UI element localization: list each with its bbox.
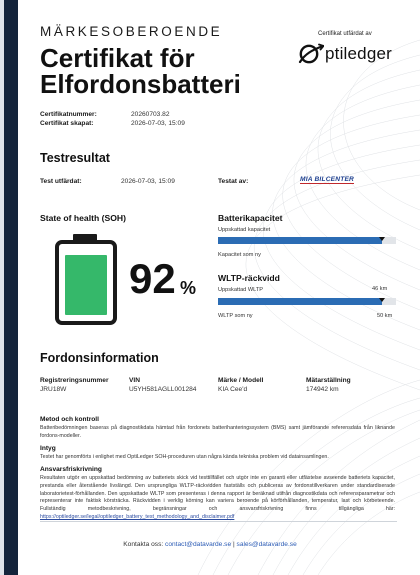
capacity-new-label: Kapacitet som ny [218,252,261,258]
method-text: Batteribedömningen baseras på diagnostikdata hämtad från fordonets batterihanteringssystem (BMS) samt jämförande referensdata från liknande fordons-modeller. [40,425,395,439]
range-new-label: WLTP som ny [218,313,253,319]
reg-number-label: Registreringsnummer [40,377,109,384]
certificate-number-value: 20260703.82 [131,111,170,118]
capacity-estimated-label: Uppskattad kapacitet [218,227,271,233]
odometer-value: 174942 km [306,386,339,393]
workshop-logo: MIA BILCENTER [300,176,355,183]
disclaimer-link[interactable]: https://optiledger.se/legal/optiledger_battery_test_methodology_and_disclaimer.pdf [40,513,235,520]
contact-line [0,541,420,548]
title-line-1: Certifikat för [40,43,195,73]
decorative-sidebar [4,0,18,575]
range-heading: WLTP-räckvidd [218,273,280,283]
optiledger-logo [298,42,392,66]
capacity-bar [218,237,396,244]
vin-label: VIN [129,377,140,384]
capacity-bar-fill [218,237,382,244]
footer-divider [40,521,397,522]
disclaimer-body: Resultaten utgör en uppskattad bedömning av batteriets skick vid testtillfället och utgör inte en garanti eller utfästelse avseende batteriets kapacitet, prestanda eller återstående livslängd. Den ursprungliga WLTP-räckvidden fastställs och publiceras av fordonstillverkaren under standardiserade laboratorietest-förhållanden. Den uppskattade WLTP som presenteras i denna rapport är beräknad utifrån diagnostikdata och referensparametrar och representerar inte faktisk körsträcka. Räckvidden i verklig körning kan variera beroende på körförhållanden, temperatur, last och körbeteende. Fullständig metodbeskrivning, begränsningar och ansvarsfriskrivning finns tillgängliga här: [40,475,395,513]
vin-value: U5YH581AGLL001284 [129,386,197,393]
range-bar [218,298,396,305]
document-title [40,45,280,97]
odometer-label: Mätarställning [306,377,351,384]
soh-value: 92 [129,255,176,302]
battery-level-fill [65,255,107,315]
integrity-heading: Intyg [40,445,56,452]
sales-email-link[interactable]: sales@datavarde.se [236,541,297,548]
certificate-created-value: 2026-07-03, 15:09 [131,120,185,127]
disclaimer-heading: Ansvarsfriskrivning [40,466,102,473]
make-model-label: Märke / Modell [218,377,264,384]
tested-by-label: Testat av: [218,178,249,185]
method-heading: Metod och kontroll [40,416,99,423]
test-performed-value: 2026-07-03, 15:09 [121,178,175,185]
certificate-number-label: Certifikatnummer: [40,111,97,118]
soh-heading: State of health (SOH) [40,213,126,223]
contact-prefix: Kontakta oss: [123,541,164,548]
certificate-created-label: Certifikat skapat: [40,120,94,127]
reg-number-value: JRU18W [40,386,67,393]
integrity-text: Testet har genomförts i enlighet med OptiLedger SOH-proceduren utan några kända tekniska problem vid datainsamlingen. [40,454,329,460]
range-estimated-label: Uppskattad WLTP [218,287,263,293]
disclaimer-text [40,475,395,522]
make-model-value: KIA Cee'd [218,386,248,393]
range-estimated-value: 46 km [372,286,388,292]
capacity-marker-icon [379,237,385,241]
document-eyebrow: MÄRKESOBEROENDE [40,24,223,39]
battery-icon [55,240,117,325]
optiledger-logo-text: ptiledger [325,44,393,63]
range-bar-fill [218,298,382,305]
title-line-2: Elfordonsbatteri [40,69,241,99]
issuer-label: Certifikat utfärdat av [318,31,372,37]
test-results-heading: Testresultat [40,151,110,165]
range-marker-icon [379,298,385,302]
range-new-value: 50 km [377,313,393,319]
test-performed-label: Test utfärdat: [40,178,82,185]
contact-email-link[interactable]: contact@datavarde.se [165,541,232,548]
soh-unit: % [180,278,197,298]
contact-separator: | [232,541,235,548]
optiledger-logo-mark-icon [298,42,324,66]
vehicle-info-heading: Fordonsinformation [40,351,159,365]
capacity-heading: Batterikapacitet [218,213,283,223]
